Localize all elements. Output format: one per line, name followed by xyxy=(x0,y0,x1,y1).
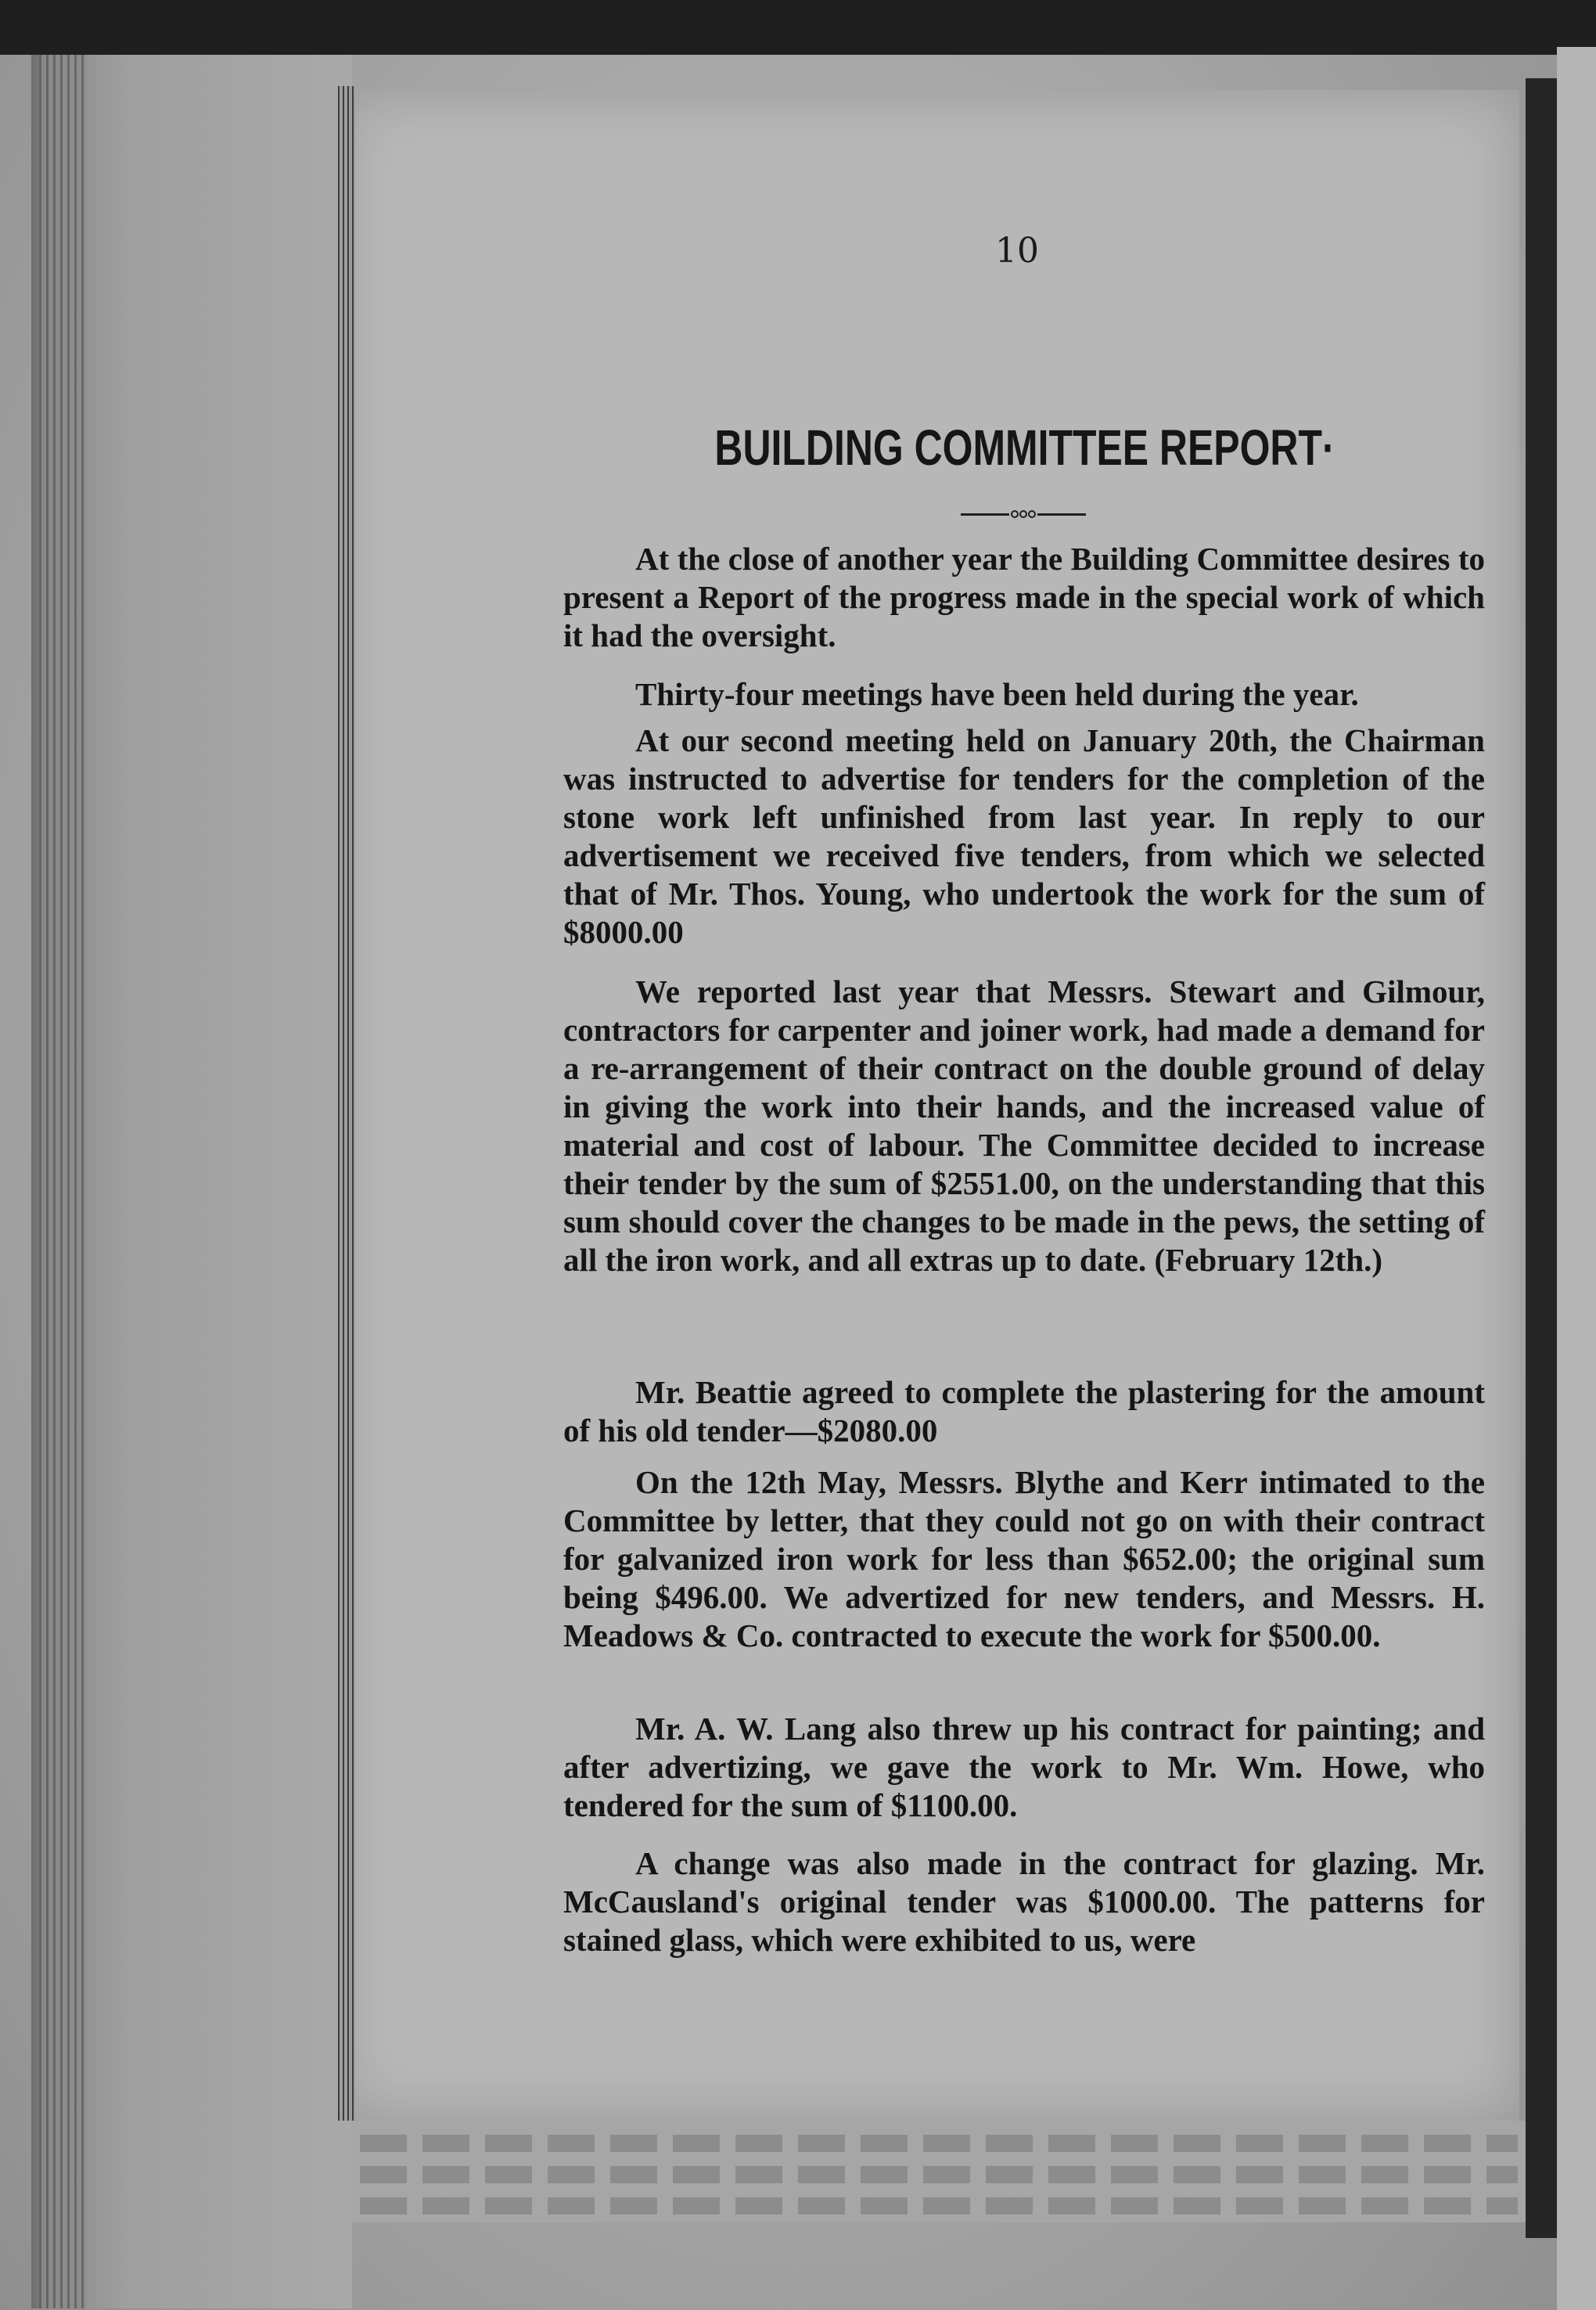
title-ornament-divider xyxy=(961,509,1086,520)
paragraph-painting xyxy=(563,1710,1485,1825)
paragraph-intro xyxy=(563,540,1485,655)
page-left-ruled-edge xyxy=(338,86,355,2121)
paragraph-meetings xyxy=(563,675,1485,714)
right-page-sliver xyxy=(1557,47,1596,2310)
ornament-rule-left xyxy=(961,513,1009,516)
paragraph-glazing xyxy=(563,1844,1485,1959)
paragraph-text: Thirty-four meetings have been held during the year. xyxy=(635,676,1359,712)
page-edge-stack xyxy=(39,55,86,2308)
paragraph-text: Mr. Beattie agreed to complete the plastering for the amount of his old tender—$2080.00 xyxy=(563,1374,1485,1448)
bleed-through-row xyxy=(360,2197,1518,2215)
page-title: BUILDING COMMITTEE REPORT· xyxy=(714,419,1335,476)
paragraph-text: At our second meeting held on January 20th, the Chairman was instructed to advertise for tenders for the completion of the stone work left unfinished from last year. In reply to our advertisement we received five tenders, from which we selected that of Mr. Thos. Young, who undertook the work for the sum of $8000.00 xyxy=(563,722,1485,950)
paragraph-text: We reported last year that Messrs. Stewart and Gilmour, contractors for carpenter and joiner work, had made a demand for a re-arrangement of their contract on the double ground of delay in giving the work into their hands, and the increased value of material and cost of labour. The Committee decided to increase their tender by the sum of $2551.00, on the understanding that this sum should cover the changes to be made in the pews, the setting of all the iron work, and all extras up to date. (February 12th.) xyxy=(563,973,1485,1278)
ornament-rule-right xyxy=(1037,513,1086,516)
paragraph-galvanized-iron xyxy=(563,1463,1485,1655)
paragraph-text: Mr. A. W. Lang also threw up his contract for painting; and after advertizing, we gave the work to Mr. Wm. Howe, who tendered for the sum of $1100.00. xyxy=(563,1711,1485,1823)
bleed-through-row xyxy=(360,2166,1518,2183)
binding-shadow xyxy=(1526,78,1557,2238)
page-number: 10 xyxy=(995,231,1039,271)
paragraph-text: A change was also made in the contract for glazing. Mr. McCausland's original tender was $1000.00. The patterns for stained glass, which were exhibited to us, were xyxy=(563,1845,1485,1958)
paragraph-plastering xyxy=(563,1373,1485,1450)
facing-left-page xyxy=(31,55,352,2308)
ornament-dot xyxy=(1011,510,1019,518)
ornament-dot xyxy=(1028,510,1036,518)
paragraph-carpenter-contract xyxy=(563,973,1485,1279)
paragraph-text: At the close of another year the Building Committee desires to present a Report of the progress made in the special work of which it had the oversight. xyxy=(563,541,1485,653)
ornament-dot xyxy=(1019,510,1027,518)
paragraph-text: On the 12th May, Messrs. Blythe and Kerr intimated to the Committee by letter, that they could not go on with their contract for galvanized iron work for less than $652.00; the original sum being $496.00. We advertized for new tenders, and Messrs. H. Meadows & Co. contracted to execute the work for $500.00. xyxy=(563,1464,1485,1653)
scanner-top-border xyxy=(0,0,1596,55)
paragraph-stone-work xyxy=(563,721,1485,952)
bleed-through-table xyxy=(352,2121,1526,2222)
bleed-through-row xyxy=(360,2135,1518,2152)
